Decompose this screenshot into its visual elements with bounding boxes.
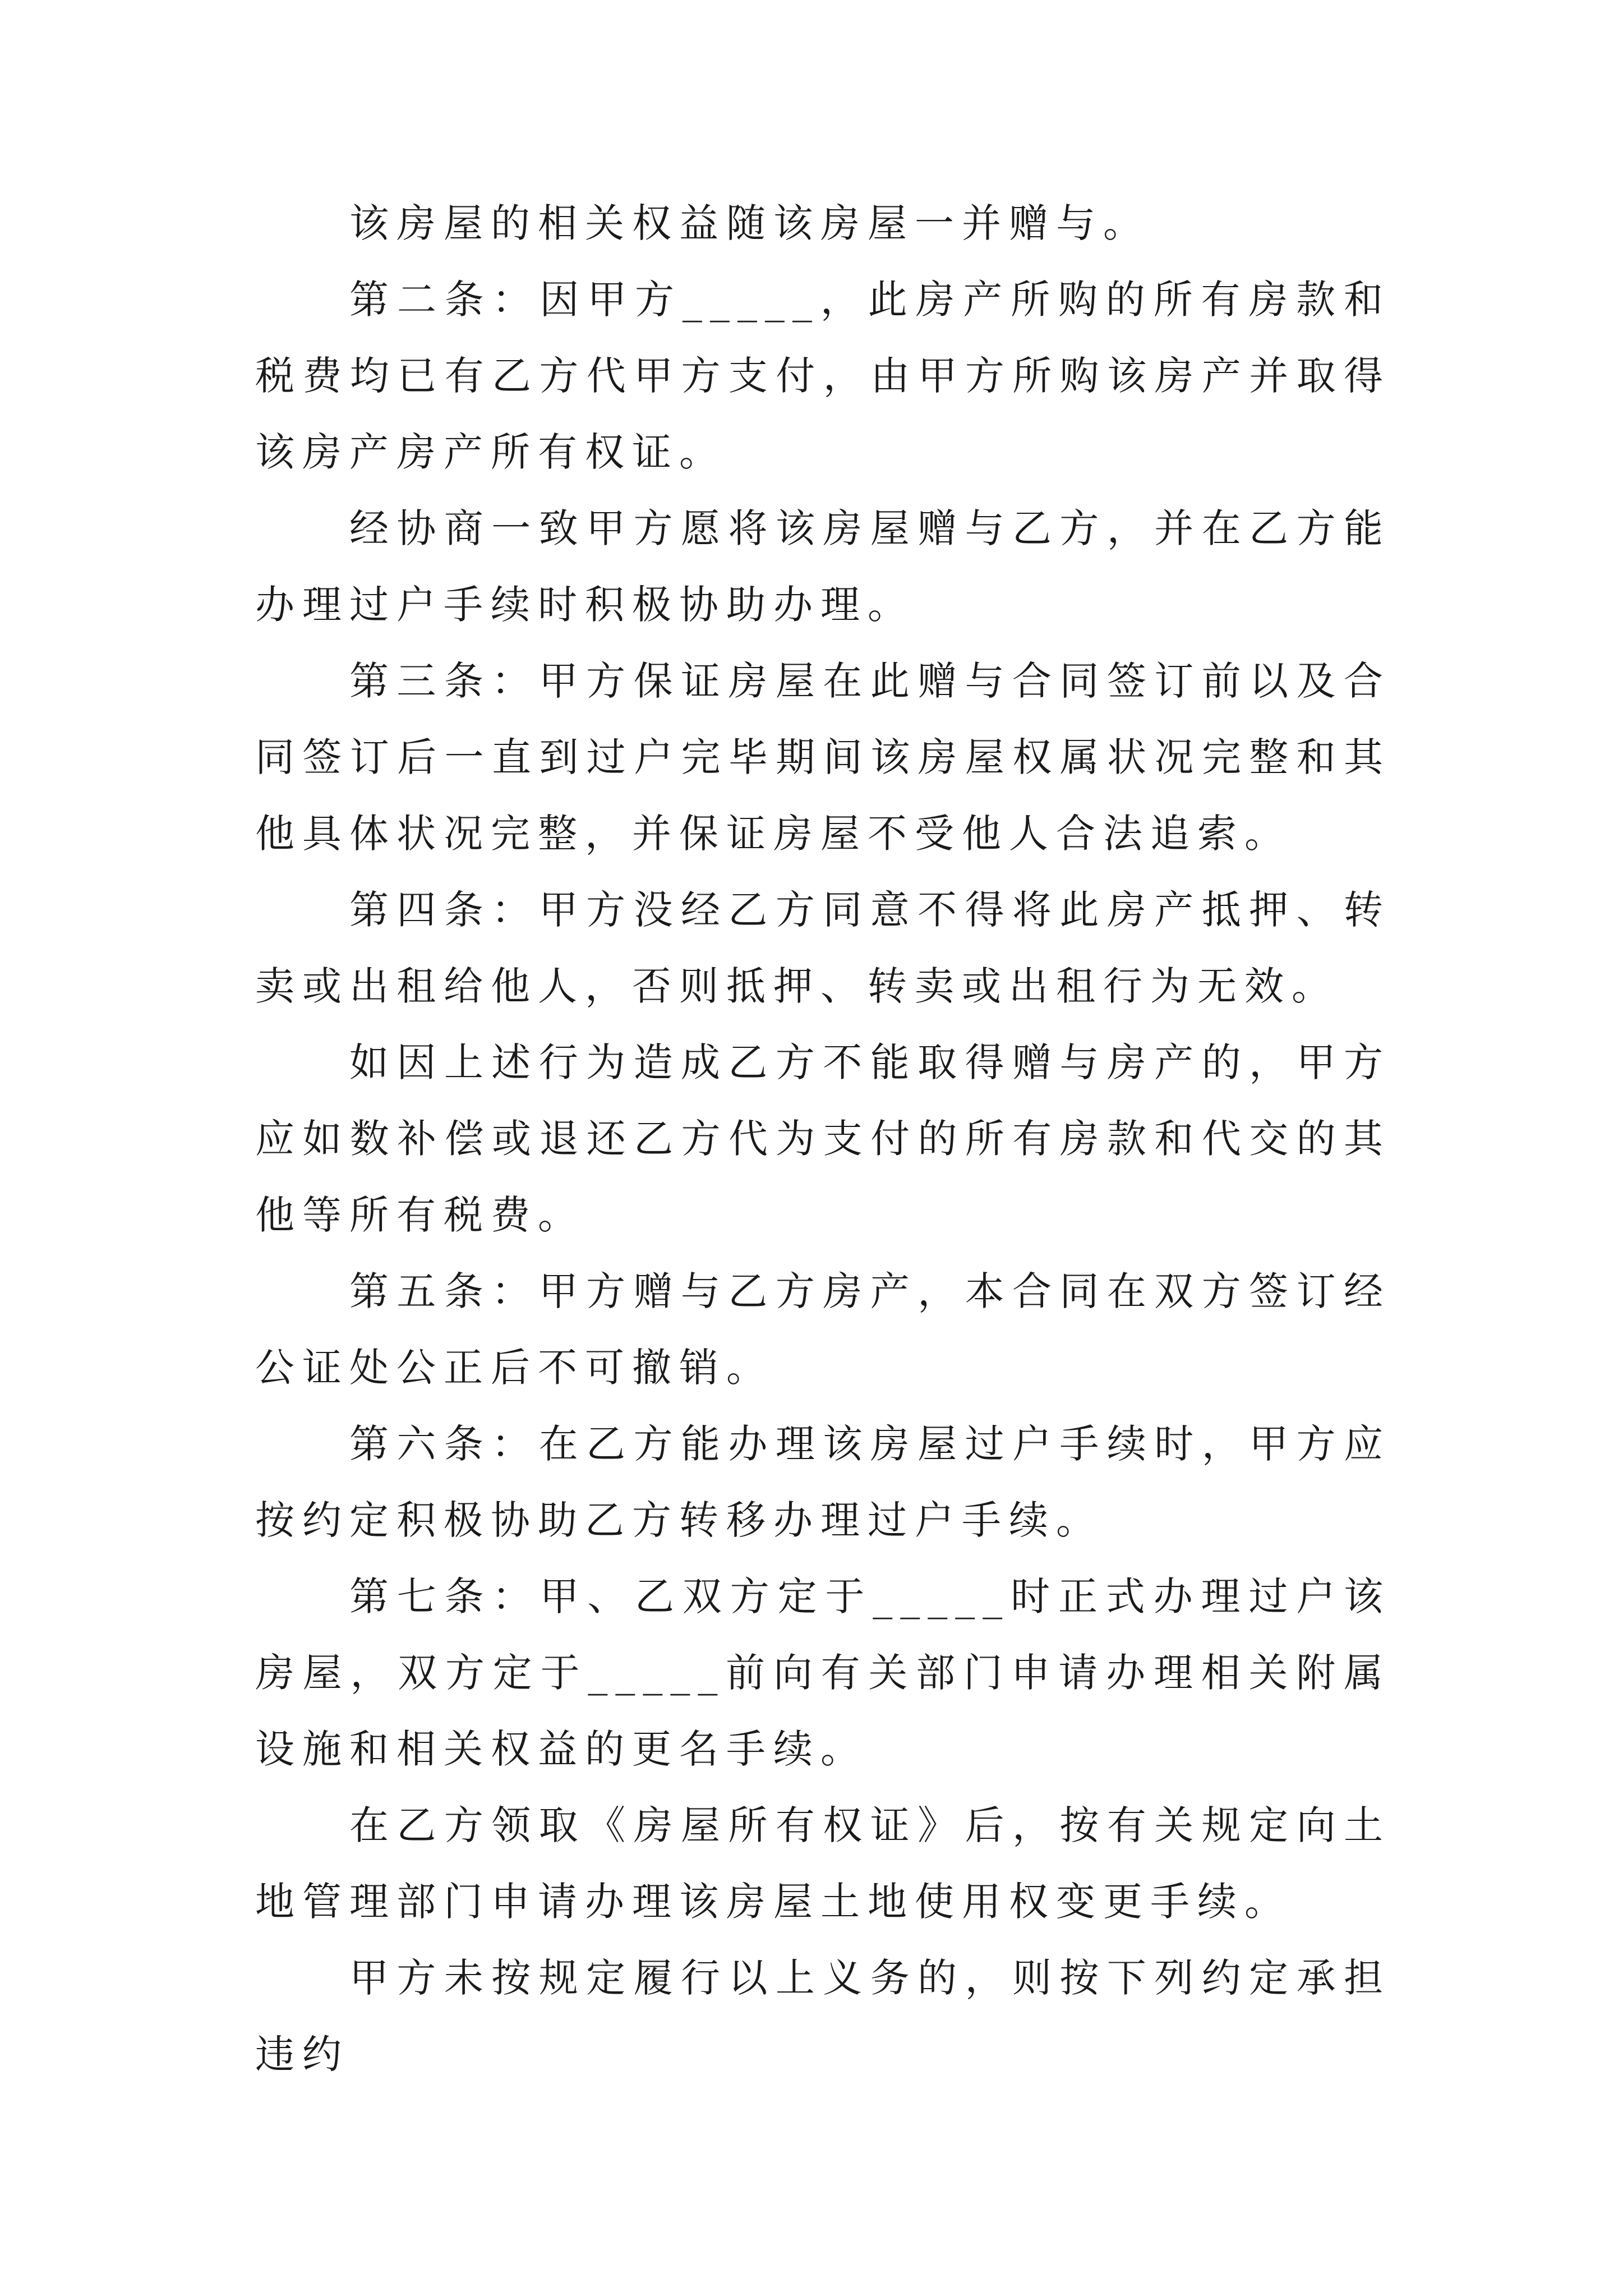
- paragraph-consensus: 经协商一致甲方愿将该房屋赠与乙方，并在乙方能办理过户手续时积极协助办理。: [255, 505, 1391, 628]
- paragraph-article-5: 第五条：甲方赠与乙方房产，本合同在双方签订经公证处公正后不可撤销。: [255, 1268, 1391, 1391]
- paragraph-land-use: 在乙方领取《房屋所有权证》后，按有关规定向土地管理部门申请办理该房屋土地使用权变更手续。: [255, 1802, 1391, 1925]
- contract-body: [255, 185, 1391, 2092]
- paragraph-article-6: 第六条：在乙方能办理该房屋过户手续时，甲方应按约定积极协助乙方转移办理过户手续。: [255, 1421, 1391, 1543]
- paragraph-article-4: 第四条：甲方没经乙方同意不得将此房产抵押、转卖或出租给他人，否则抵押、转卖或出租行为无效。: [255, 887, 1391, 1009]
- paragraph-article-3: 第三条：甲方保证房屋在此赠与合同签订前以及合同签订后一直到过户完毕期间该房屋权属状况完整和其他具体状况完整，并保证房屋不受他人合法追索。: [255, 658, 1391, 857]
- paragraph-article-7: 第七条：甲、乙双方定于_____时正式办理过户该房屋，双方定于_____前向有关部门申请办理相关附属设施和相关权益的更名手续。: [255, 1573, 1391, 1772]
- paragraph-gift-rights: 该房屋的相关权益随该房屋一并赠与。: [349, 200, 1150, 246]
- paragraph-breach: 甲方未按规定履行以上义务的，则按下列约定承担违约: [255, 1955, 1391, 2077]
- paragraph-compensation: 如因上述行为造成乙方不能取得赠与房产的，甲方应如数补偿或退还乙方代为支付的所有房款和代交的其他等所有税费。: [255, 1039, 1391, 1238]
- paragraph-article-2: 第二条：因甲方_____，此房产所购的所有房款和税费均已有乙方代甲方支付，由甲方所购该房产并取得该房产房产所有权证。: [255, 277, 1391, 475]
